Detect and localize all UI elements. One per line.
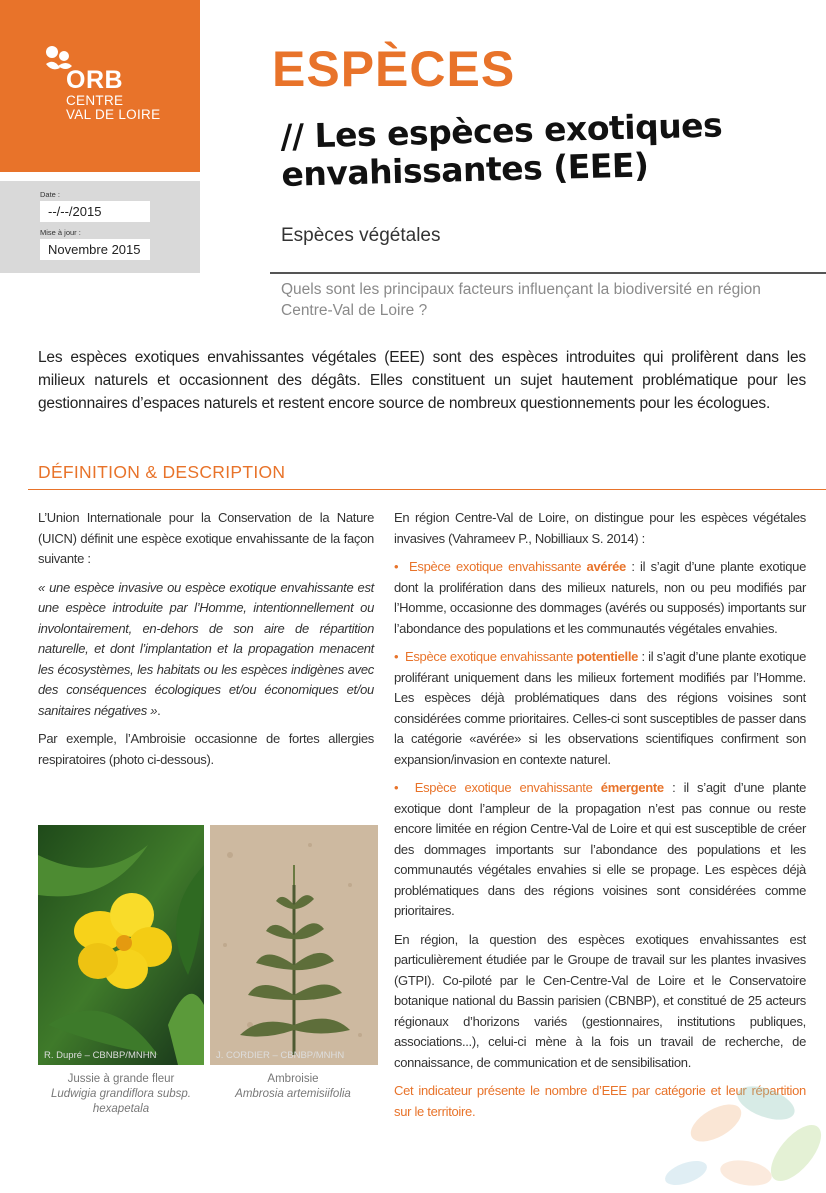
page-subtitle: Espèces végétales [281, 225, 441, 246]
ambroisie-example: Par exemple, l’Ambroisie occasionne de fortes allergies respiratoires (photo ci-dessous). [38, 731, 374, 767]
ambroisie-plant-image [210, 825, 378, 1065]
region-intro: En région Centre-Val de Loire, on distingue pour les espèces végétales invasives (Vahrameev P., Nobilliaux S. 2014) : [394, 510, 806, 546]
date-panel [0, 181, 200, 273]
update-value: Novembre 2015 [40, 239, 150, 260]
section-title: DÉFINITION & DESCRIPTION [38, 462, 286, 482]
photo-jussie [38, 825, 204, 1065]
photo-ambroisie [210, 825, 378, 1065]
brand-sub-line1: CENTRE [66, 93, 124, 108]
category-text: : il s’agit d’une plante exotique dont la prolifération dans des milieux naturels, non ou peu modifiés par l’Homme, occasionne des dommages (avérés ou supposés) importants sur l’abondance des populations et les communautés végétales envahies. [394, 559, 806, 636]
bullet-icon: • [394, 780, 415, 795]
uicn-definition-intro: L’Union Internationale pour la Conservation de la Nature (UICN) définit une espèce exotique envahissante de la façon suivante : [38, 510, 374, 566]
category-averee [394, 557, 806, 639]
category-text: : il s’agit d’une plante exotique proliférant uniquement dans les milieux fortement modifiés par l’Homme. Les espèces déjà problématiques dans des régions voisines sont considérées comme prioritaires. Celles-ci sont susceptibles de passer dans la catégorie «avérée» si les observations scientifiques confirment son expansion/invasion en contexte naturel. [394, 649, 806, 767]
brand-name: ORB [66, 66, 124, 94]
category-text: : il s’agit d’une plante exotique dont l’ampleur de la propagation n’est pas connue ou reste encore limitée en région Centre-Val de Loire et qui est susceptible de créer des dommages importants sur l’abondance des populations et les communautés végétales envahies si elle se propage. Les espèces déjà problématiques dans des régions voisines sont considérées comme prioritaires. [394, 780, 807, 918]
intro-paragraph: Les espèces exotiques envahissantes végétales (EEE) sont des espèces introduites qui prolifèrent dans les milieux naturels et occasionnent des dégâts. Elles constituent un sujet hautement problématique pour les gestionnaires d’espaces naturels et restent encore source de nombreux questionnements pour les écologues. [38, 349, 806, 412]
caption-latin-name: Ludwigia grandiflora subsp. hexapetala [50, 1088, 191, 1115]
bullet-icon: • [394, 559, 410, 574]
caption-jussie [38, 1072, 204, 1117]
caption-common-name: Jussie à grande fleur [67, 1073, 175, 1085]
page-title-line2: envahissantes (EEE) [280, 145, 649, 194]
uicn-quote-text: « une espèce invasive ou espèce exotique envahissante est une espèce introduite par l’Homme, intentionnellement ou involontairement, en-dehors de son aire de répartition naturelle, et dont l’implantation et la propagation menacent les écosystèmes, les habitats ou les espèces indigènes avec des conséquences écologiques et/ou économiques et/ou sanitaires négatives » [38, 579, 374, 718]
caption-common-name: Ambroisie [267, 1073, 319, 1085]
photo-credit: J. CORDIER – CBNBP/MNHN [216, 1050, 345, 1061]
category-potentielle [394, 647, 806, 770]
left-column [38, 508, 374, 778]
category-emergente [394, 778, 806, 922]
guiding-question: Quels sont les principaux facteurs influençant la biodiversité en région Centre-Val de Loire ? [281, 281, 761, 319]
category-title: ESPÈCES [272, 41, 516, 97]
brand-subtitle [66, 94, 160, 122]
update-label: Mise à jour : [40, 228, 81, 237]
photo-credit: R. Dupré – CBNBP/MNHN [44, 1050, 157, 1061]
category-key: avérée [586, 559, 626, 574]
uicn-quote-end: . [157, 702, 161, 718]
indicator-note: Cet indicateur présente le nombre d’EEE par catégorie et leur répartition sur le territoire. [394, 1083, 806, 1119]
category-key: potentielle [576, 649, 639, 664]
page-title-line1: // Les espèces exotiques [279, 105, 723, 156]
date-label: Date : [40, 190, 61, 199]
bullet-icon: • [394, 649, 405, 664]
jussie-flower-image [38, 825, 204, 1065]
category-prefix: Espèce exotique envahissante [404, 649, 577, 664]
page-title [280, 104, 802, 194]
logo-block [0, 0, 200, 172]
caption-ambroisie [210, 1072, 376, 1102]
uicn-quote [38, 578, 374, 722]
date-value: --/--/2015 [40, 201, 150, 222]
brand-sub-line2: VAL DE LOIRE [66, 107, 161, 122]
category-prefix: Espèce exotique envahissante [409, 559, 587, 574]
section-divider [28, 489, 826, 490]
gtpi-paragraph: En région, la question des espèces exotiques envahissantes est particulièrement étudiée par le Groupe de travail sur les plantes invasives (GTPI). Co-piloté par le Cen-Centre-Val de Loire et le Conservatoire botanique national du Bassin parisien (CBNBP), et constitué de 25 acteurs régionaux d’horizons variés (gestionnaires, institutions publiques, associations...), celui-ci mène à la fois un travail de recherche, de connaissance, de communication et de sensibilisation. [394, 931, 806, 1070]
right-column [394, 508, 806, 1130]
caption-latin-name: Ambrosia artemisiifolia [235, 1088, 351, 1100]
header-divider [270, 272, 826, 274]
category-key: émergente [600, 780, 664, 795]
category-prefix: Espèce exotique envahissante [414, 780, 601, 795]
decorative-petals [566, 1063, 826, 1193]
